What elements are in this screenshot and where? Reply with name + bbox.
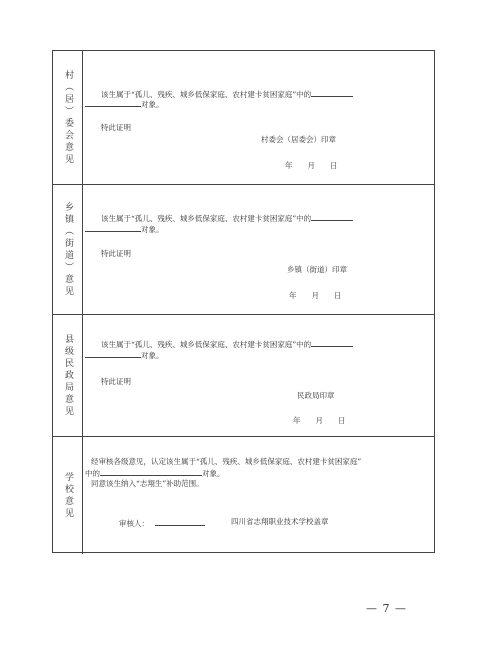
category-blank-continued bbox=[85, 349, 141, 358]
approval-form-table bbox=[52, 50, 435, 553]
township-section bbox=[53, 185, 434, 315]
school-opinion-line-2-prefix: 中的 bbox=[85, 469, 100, 478]
village-committee-section bbox=[53, 51, 434, 185]
stamp-text: 村委会（居委会）印章 bbox=[261, 135, 336, 144]
school-stamp-text: 四川省志翔职业技术学校盖章 bbox=[231, 517, 329, 526]
section-label-cell bbox=[53, 185, 83, 314]
page-number: — 7 — bbox=[366, 602, 407, 615]
stamp-text: 民政局印章 bbox=[297, 391, 335, 400]
certify-text: 特此证明 bbox=[101, 377, 131, 386]
category-blank bbox=[311, 338, 353, 347]
school-opinion-line-3: 同意该生纳入“志翔生”补助范围。 bbox=[91, 479, 204, 488]
section-label-cell bbox=[53, 51, 83, 184]
category-blank bbox=[311, 212, 353, 221]
section-label-cell bbox=[53, 437, 83, 554]
section-content bbox=[83, 185, 434, 314]
statement-line-1: 该生属于“孤儿、残疾、城乡低保家庭、农村建卡贫困家庭”中的 bbox=[101, 214, 312, 223]
school-section bbox=[53, 437, 434, 554]
reviewer-signature-blank bbox=[155, 517, 205, 526]
statement-line-2: 对象。 bbox=[141, 351, 164, 360]
date-text: 年 月 日 bbox=[293, 416, 346, 425]
date-text: 年 月 日 bbox=[289, 291, 342, 300]
certify-text: 特此证明 bbox=[101, 123, 131, 132]
section-label: 乡镇（街道）意见 bbox=[63, 201, 73, 298]
statement-line-2: 对象。 bbox=[141, 100, 164, 109]
statement-line-1: 该生属于“孤儿、残疾、城乡低保家庭、农村建卡贫困家庭”中的 bbox=[101, 90, 312, 99]
statement-line-1: 该生属于“孤儿、残疾、城乡低保家庭、农村建卡贫困家庭”中的 bbox=[101, 340, 312, 349]
stamp-text: 乡镇（街道）印章 bbox=[287, 265, 347, 274]
category-blank bbox=[100, 467, 202, 476]
category-blank-continued bbox=[85, 98, 141, 107]
section-label: 县级民政局意见 bbox=[63, 333, 73, 418]
date-text: 年 月 日 bbox=[285, 161, 338, 170]
certify-text: 特此证明 bbox=[101, 249, 131, 258]
section-content bbox=[83, 437, 434, 554]
section-label-cell bbox=[53, 315, 83, 436]
category-blank-continued bbox=[85, 223, 141, 232]
category-blank bbox=[311, 88, 353, 97]
reviewer-label: 审核人： bbox=[119, 519, 149, 528]
section-label: 学校意见 bbox=[63, 471, 73, 520]
section-content bbox=[83, 51, 434, 184]
school-opinion-line-1: 经审核各级意见，认定该生属于“孤儿、残疾、城乡低保家庭、农村建卡贫困家庭” bbox=[91, 457, 362, 466]
section-content bbox=[83, 315, 434, 436]
statement-line-2: 对象。 bbox=[141, 225, 164, 234]
section-label: 村（居）委会意见 bbox=[63, 69, 73, 166]
civil-affairs-section bbox=[53, 315, 434, 437]
school-opinion-line-2-suffix: 对象。 bbox=[202, 469, 225, 478]
